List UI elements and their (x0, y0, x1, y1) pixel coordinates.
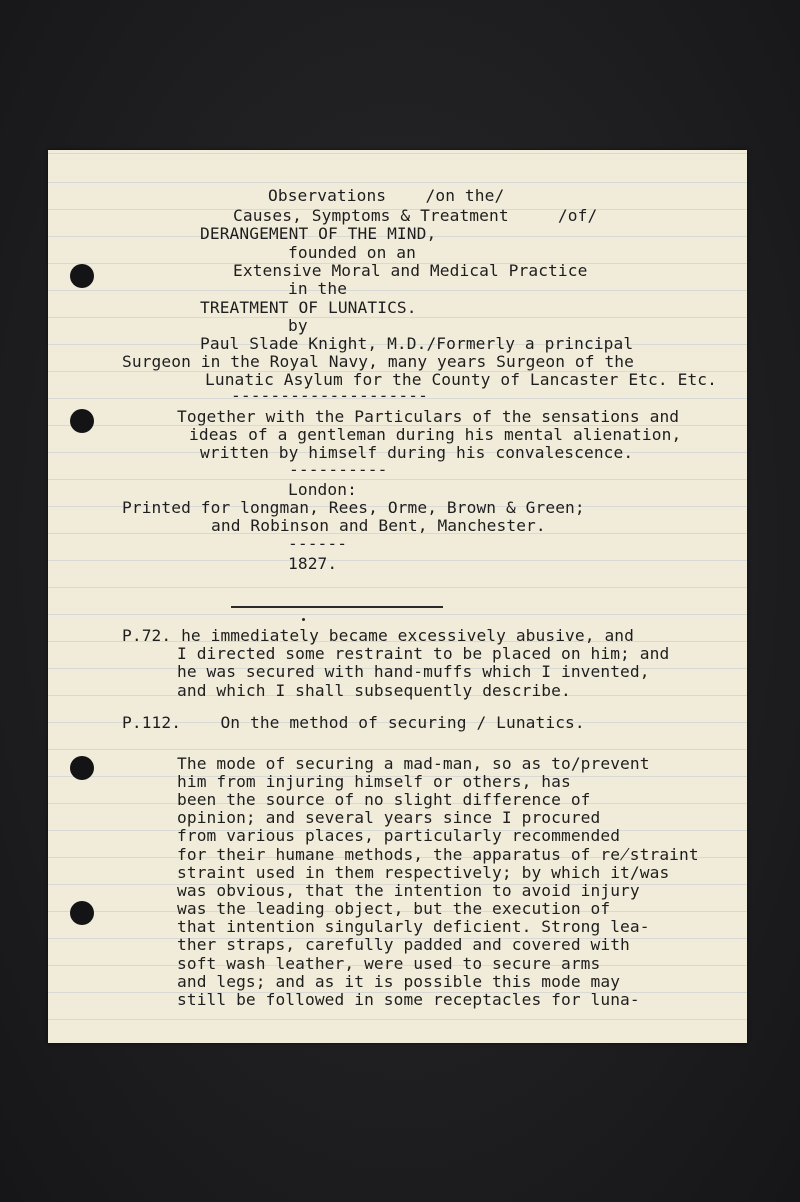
author-line: Lunatic Asylum for the County of Lancaster Etc. Etc. (205, 370, 717, 389)
imprint-line: Printed for longman, Rees, Orme, Brown & Green; (122, 498, 585, 517)
body-line: been the source of no slight difference of (177, 790, 591, 809)
author-line: Surgeon in the Royal Navy, many years Surgeon of the (122, 352, 634, 371)
body-line: still be followed in some receptacles for luna- (177, 990, 640, 1009)
title-line: by (288, 316, 308, 335)
punch-hole (70, 264, 94, 288)
excerpt-line: I directed some restraint to be placed on him; and (177, 644, 670, 663)
subtitle-line: ideas of a gentleman during his mental alienation, (189, 425, 682, 444)
punch-hole (70, 409, 94, 433)
dash-separator: ------ (288, 534, 348, 553)
imprint-line: London: (288, 480, 357, 499)
body-line: from various places, particularly recommended (177, 826, 621, 845)
excerpt-line: he was secured with hand-muffs which I invented, (177, 662, 650, 681)
body-line: him from injuring himself or others, has (177, 772, 571, 791)
imprint-line: and Robinson and Bent, Manchester. (211, 516, 546, 535)
ink-dot (302, 618, 305, 621)
excerpt-line: P.72. he immediately became excessively abusive, and (122, 626, 634, 645)
body-line: was obvious, that the intention to avoid injury (177, 881, 640, 900)
punch-hole (70, 901, 94, 925)
body-line: opinion; and several years since I procured (177, 808, 601, 827)
dash-separator: ---------- (289, 460, 388, 479)
date-line: 1827. (288, 554, 338, 573)
body-line: and legs; and as it is possible this mode may (177, 972, 621, 991)
typewritten-page (48, 150, 747, 1043)
body-line: was the leading object, but the execution of (177, 899, 611, 918)
title-line: TREATMENT OF LUNATICS. (200, 298, 417, 317)
body-line: that intention singularly deficient. Strong lea- (177, 917, 650, 936)
excerpt-line: and which I shall subsequently describe. (177, 681, 571, 700)
body-line: The mode of securing a mad-man, so as to/prevent (177, 754, 650, 773)
dash-separator: -------------------- (231, 386, 428, 405)
body-line: straint used in them respectively; by which it/was (177, 863, 670, 882)
title-line: Causes, Symptoms & Treatment /of/ (233, 206, 598, 225)
author-line: Paul Slade Knight, M.D./Formerly a principal (200, 334, 634, 353)
title-line: in the (288, 279, 348, 298)
section-heading: P.112. On the method of securing / Lunatics. (122, 713, 585, 732)
title-line: Extensive Moral and Medical Practice (233, 261, 588, 280)
section-rule (231, 606, 443, 608)
title-line: DERANGEMENT OF THE MIND, (200, 224, 437, 243)
subtitle-line: Together with the Particulars of the sensations and (177, 407, 680, 426)
subtitle-line: written by himself during his convalescence. (200, 443, 634, 462)
title-line: Observations /on the/ (268, 186, 505, 205)
punch-hole (70, 756, 94, 780)
body-line: ther straps, carefully padded and covered with (177, 935, 630, 954)
body-line: soft wash leather, were used to secure arms (177, 954, 601, 973)
body-line: for their humane methods, the apparatus of re̸straint (177, 845, 699, 864)
title-line: founded on an (288, 243, 416, 262)
